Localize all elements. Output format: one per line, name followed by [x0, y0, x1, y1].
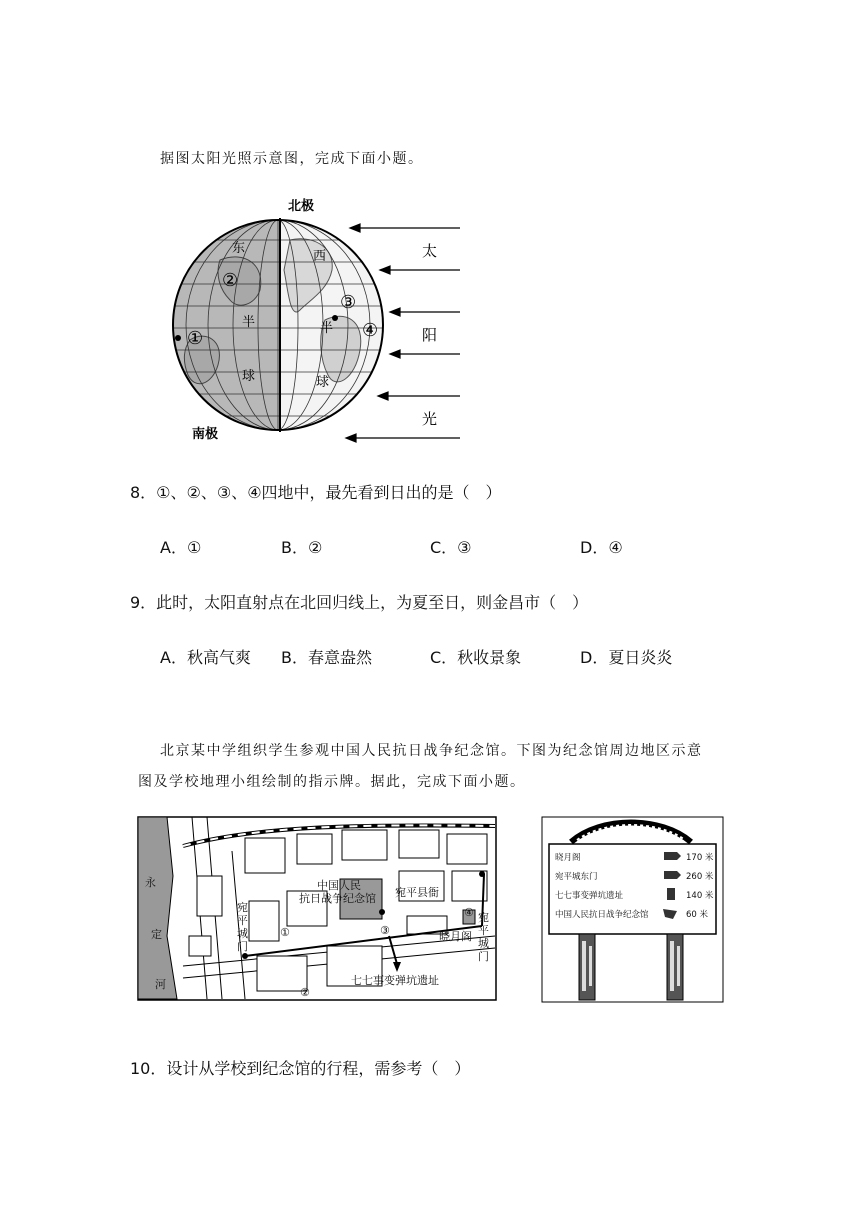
question-8-stem: 8．①、②、③、④四地中，最先看到日出的是（ ） [130, 483, 502, 502]
marker-1: ① [280, 926, 290, 939]
question-9-stem: 9．此时，太阳直射点在北回归线上，为夏至日，则金昌市（ ） [130, 593, 589, 612]
signpost-figure [541, 816, 724, 1003]
south-pole-label: 南极 [192, 427, 219, 442]
question-8-option-a[interactable]: A．① [160, 538, 202, 557]
east-gate-3: 城 [478, 937, 489, 950]
river-char-2: 定 [151, 928, 162, 941]
west-gate-4: 门 [237, 940, 248, 953]
sign-row-3-name: 七七事变弹坑遗址 [555, 891, 624, 901]
intro-text-2-line1: 北京某中学组织学生参观中国人民抗日战争纪念馆。下图为纪念馆周边地区示意 [160, 743, 703, 759]
sign-row-4-dist: 60 米 [686, 910, 709, 920]
memorial-area-map [137, 816, 497, 1001]
sign-row-2-dist: 260 米 [686, 872, 714, 882]
sign-row-1-dist: 170 米 [686, 853, 714, 863]
hemisphere-right-1: 西 [313, 249, 327, 264]
sunlight-char-2: 阳 [422, 326, 438, 344]
question-9-option-d[interactable]: D．夏日炎炎 [580, 648, 673, 667]
memorial-label-2: 抗日战争纪念馆 [299, 892, 376, 905]
question-8-option-c[interactable]: C．③ [430, 538, 472, 557]
hemisphere-left-3: 球 [242, 369, 256, 384]
point-2: ② [222, 270, 239, 291]
question-9-option-a[interactable]: A．秋高气爽 [160, 648, 251, 667]
point-1: ① [187, 328, 204, 349]
east-gate-1: 宛 [478, 911, 489, 924]
west-gate-3: 城 [237, 927, 248, 940]
intro-text-2-line2: 图及学校地理小组绘制的指示牌。据此，完成下面小题。 [138, 774, 526, 790]
street-label: 宛平县衙 [395, 886, 439, 899]
marker-2: ② [300, 986, 310, 999]
hemisphere-left-2: 半 [242, 315, 256, 330]
marker-4: ④ [464, 906, 474, 919]
xiaoyue-label: 晓月阁 [439, 930, 472, 943]
sign-row-3-dist: 140 米 [686, 891, 714, 901]
hemisphere-left-1: 东 [232, 241, 246, 256]
memorial-label-1: 中国人民 [317, 879, 361, 892]
question-8-option-b[interactable]: B．② [281, 538, 323, 557]
sunlight-char-3: 光 [422, 410, 438, 428]
question-10-stem: 10．设计从学校到纪念馆的行程，需参考（ ） [130, 1059, 471, 1078]
hemisphere-right-3: 球 [316, 375, 330, 390]
point-3: ③ [340, 292, 357, 313]
west-gate-1: 宛 [237, 901, 248, 914]
east-gate-2: 平 [478, 924, 489, 937]
intro-text-1: 据图太阳光照示意图，完成下面小题。 [160, 151, 424, 167]
question-8-option-d[interactable]: D．④ [580, 538, 623, 557]
globe-figure [160, 190, 460, 445]
point-4: ④ [362, 320, 379, 341]
marker-3: ③ [380, 924, 390, 937]
river-char-3: 河 [155, 978, 166, 991]
hemisphere-right-2: 半 [320, 321, 334, 336]
pit-label: 七七事变弹坑遗址 [351, 974, 439, 987]
west-gate-2: 平 [237, 914, 248, 927]
sunlight-char-1: 太 [422, 242, 438, 260]
sign-row-2-name: 宛平城东门 [555, 872, 598, 882]
sign-row-1-name: 晓月阁 [555, 853, 581, 863]
east-gate-4: 门 [478, 950, 489, 963]
question-9-option-b[interactable]: B．春意盎然 [281, 648, 372, 667]
question-9-option-c[interactable]: C．秋收景象 [430, 648, 522, 667]
river-char-1: 永 [145, 876, 156, 889]
north-pole-label: 北极 [288, 199, 315, 214]
sign-row-4-name: 中国人民抗日战争纪念馆 [555, 910, 649, 920]
